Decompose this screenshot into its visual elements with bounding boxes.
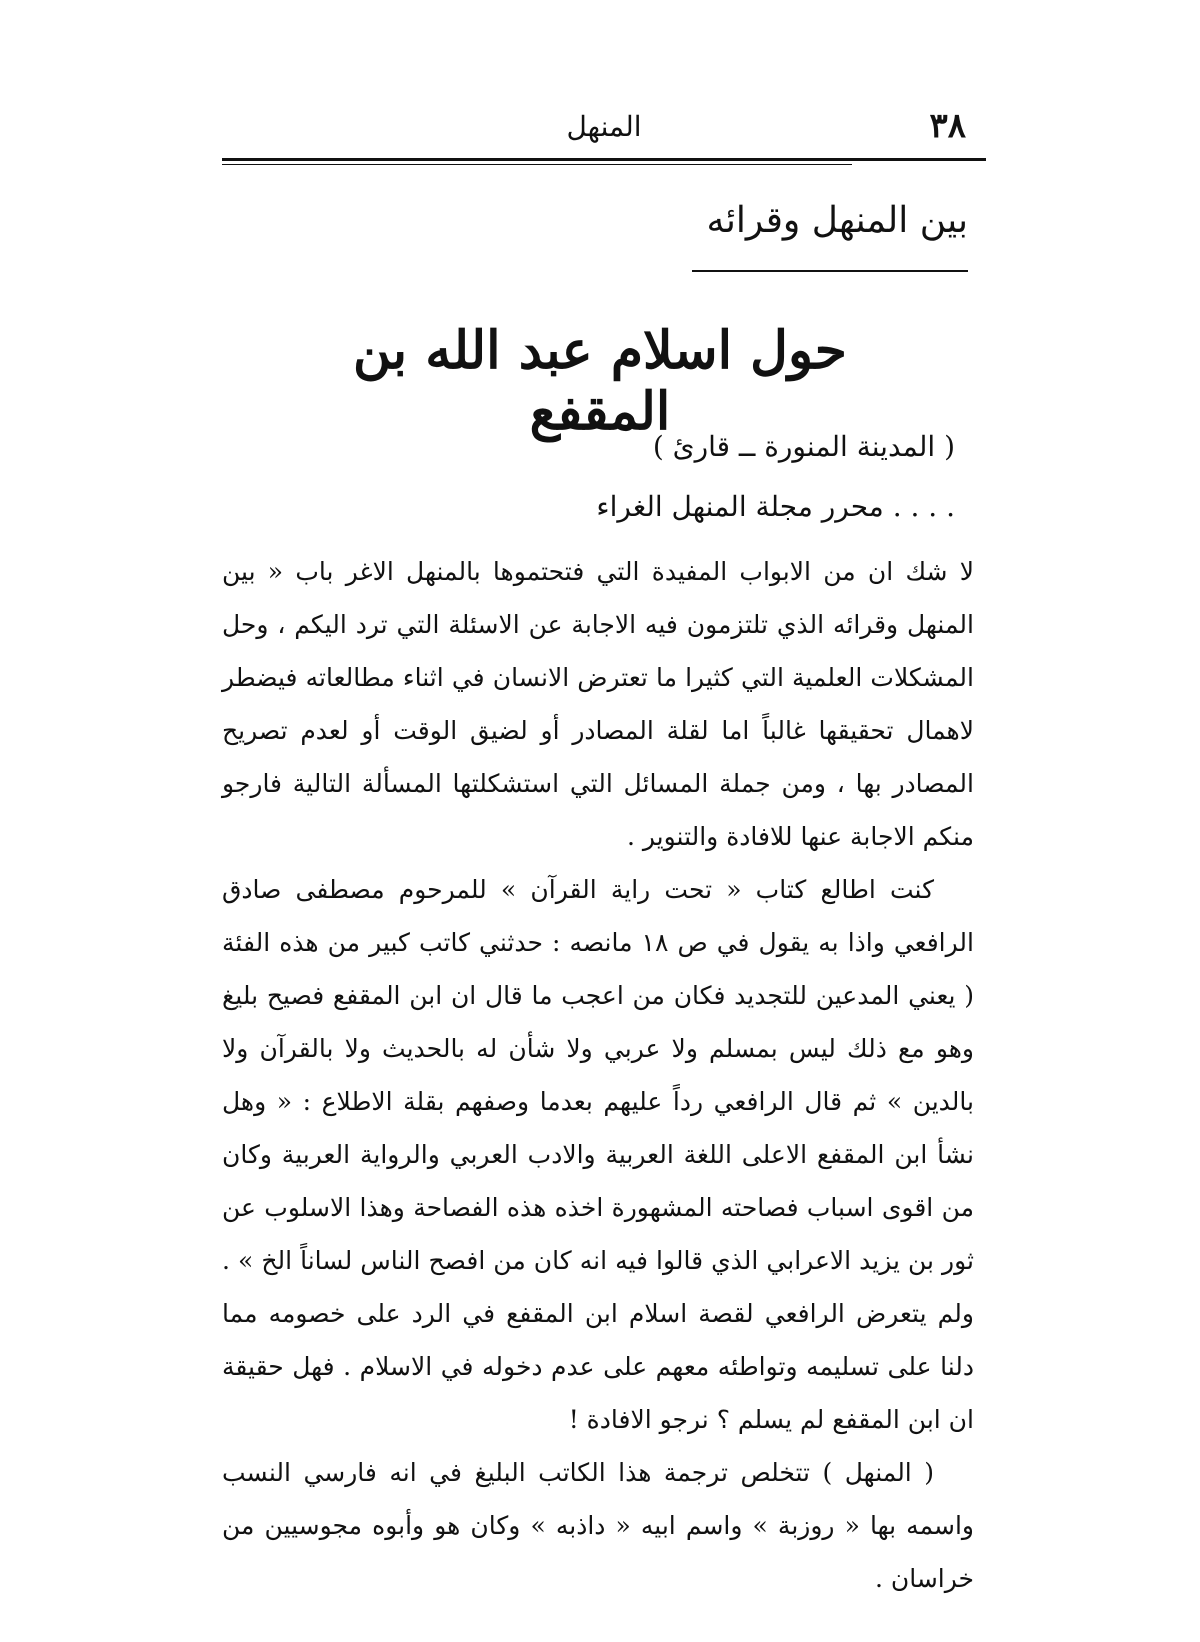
running-header	[222, 100, 986, 158]
salutation: . . . . محرر مجلة المنهل الغراء	[596, 490, 955, 523]
paragraph: ( المنهل ) تتخلص ترجمة هذا الكاتب البليغ في انه فارسي النسب واسمه بها « روزبة » واسم ابيه « داذبه » وكان هو وأبوه مجوسيين من خراسان .	[222, 1458, 974, 1593]
header-rule-thin	[222, 164, 852, 165]
header-rule	[222, 158, 986, 161]
article-title: حول اسلام عبد الله بن المقفع	[353, 320, 847, 442]
article-body	[222, 545, 974, 1605]
page-number: ٣٨	[929, 106, 966, 146]
journal-name: المنهل	[566, 110, 642, 143]
section-rule	[692, 270, 968, 272]
paragraph: لا شك ان من الابواب المفيدة التي فتحتموها بالمنهل الاغر باب « بين المنهل وقرائه الذي تلتزمون فيه الاجابة عن الاسئلة التي ترد اليكم ، وحل المشكلات العلمية التي كثيرا ما تعترض الانسان في اثناء مطالعاته فيضطر لاهمال تحقيقها غالباً اما لقلة المصادر أو لضيق الوقت أو لعدم تصريح المصادر بها ، ومن جملة المسائل التي استشكلتها المسألة التالية فارجو منكم الاجابة عنها للافادة والتنوير .	[222, 557, 974, 851]
paragraph: كنت اطالع كتاب « تحت راية القرآن » للمرحوم مصطفى صادق الرافعي واذا به يقول في ص ١٨ مانصه : حدثني كاتب كبير من هذه الفئة ( يعني المدعين للتجديد فكان من اعجب ما قال ان ابن المقفع فصيح بليغ وهو مع ذلك ليس بمسلم ولا عربي ولا شأن له بالحديث ولا بالقرآن ولا بالدين » ثم قال الرافعي رداً عليهم بعدما وصفهم بقلة الاطلاع : « وهل نشأ ابن المقفع الاعلى اللغة العربية والادب العربي والرواية العربية وكان من اقوى اسباب فصاحته المشهورة اخذه هذه الفصاحة وهذا الاسلوب عن ثور بن يزيد الاعرابي الذي قالوا فيه انه كان من افصح الناس لساناً الخ » . ولم يتعرض الرافعي لقصة اسلام ابن المقفع في الرد على خصومه مما دلنا على تسليمه وتواطئه معهم على عدم دخوله في الاسلام . فهل حقيقة ان ابن المقفع لم يسلم ؟ نرجو الافادة !	[222, 875, 974, 1434]
section-title: بين المنهل وقرائه	[706, 200, 968, 241]
dateline: ( المدينة المنورة ــ قارئ )	[652, 430, 955, 463]
